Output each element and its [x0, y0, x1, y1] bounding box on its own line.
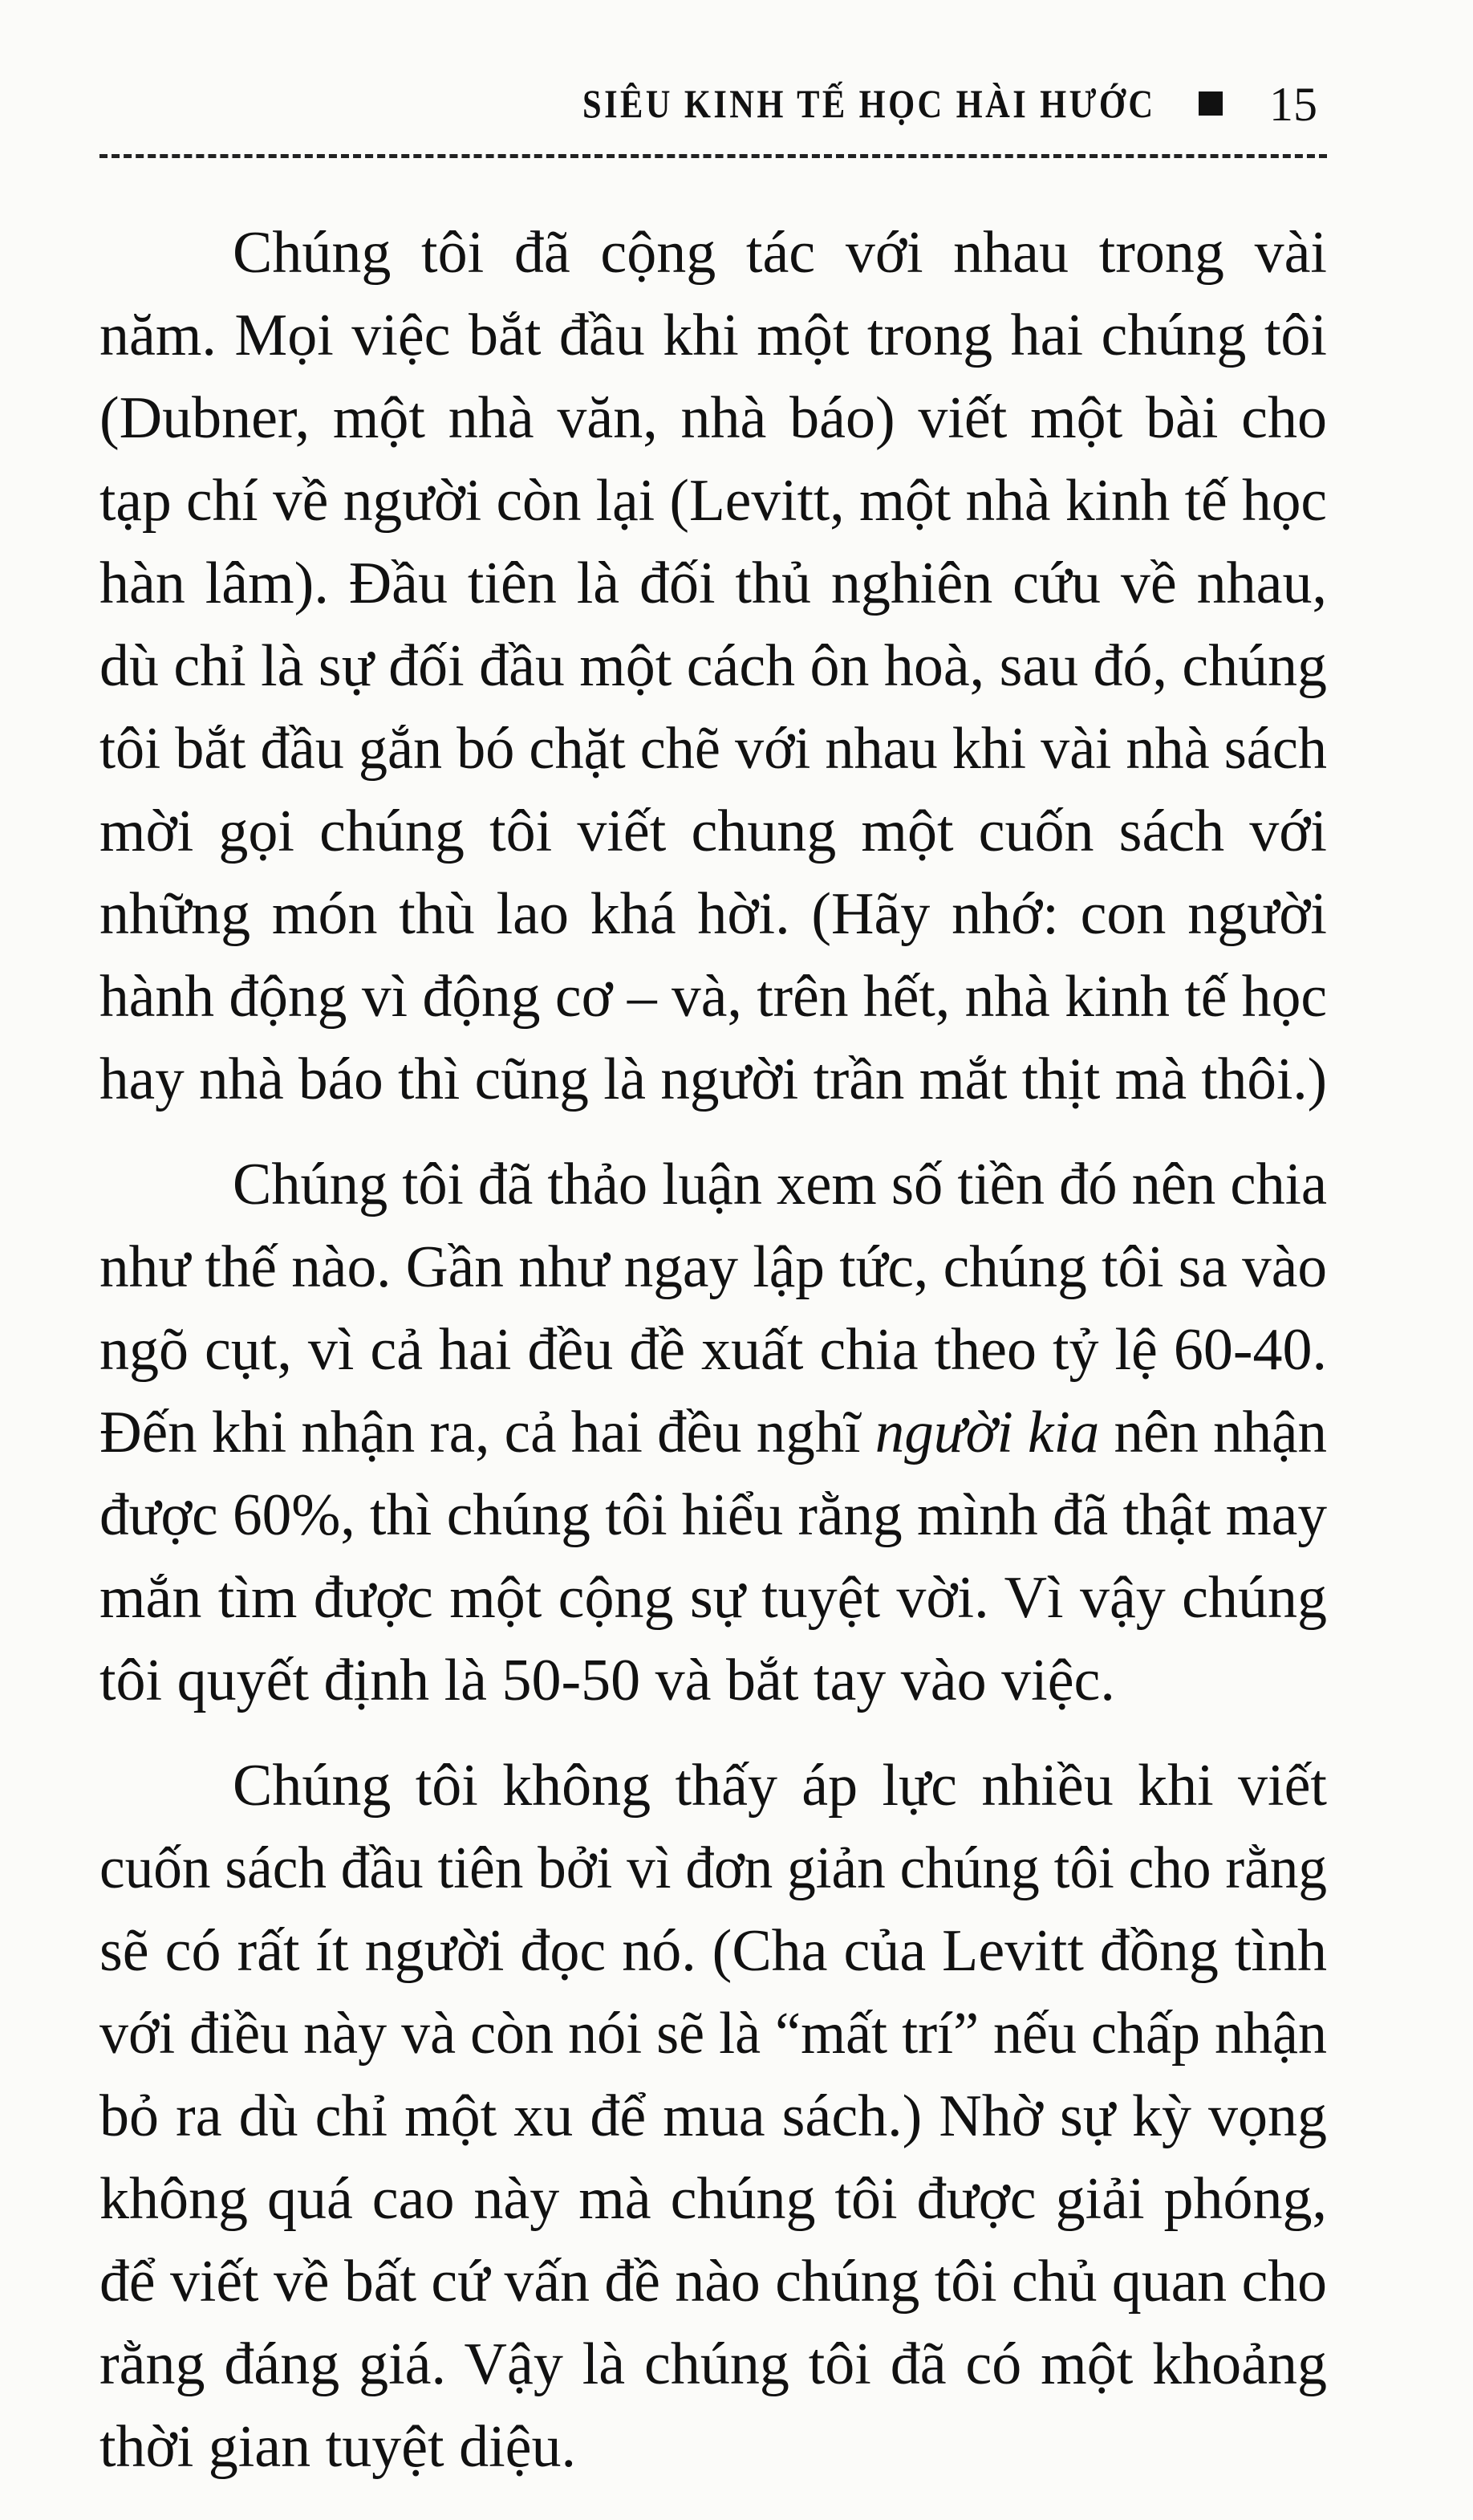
text-span: được 60%, thì chúng tôi hiểu rằng mình đã thật may [99, 1482, 1327, 1548]
text-line [99, 708, 1327, 791]
italic-text: người kia [874, 1400, 1100, 1465]
text-line [99, 1309, 1327, 1392]
text-line [99, 1640, 1327, 1722]
text-span: Chúng tôi đã thảo luận xem số tiền đó nên chia [233, 1152, 1327, 1217]
text-span: rằng đáng giá. Vậy là chúng tôi đã có một khoảng [99, 2331, 1327, 2397]
text-span: (Dubner, một nhà văn, nhà báo) viết một bài cho [99, 385, 1327, 451]
text-span: để viết về bất cứ vấn đề nào chúng tôi chủ quan cho [99, 2249, 1327, 2315]
text-span: cuốn sách đầu tiên bởi vì đơn giản chúng tôi cho rằng [99, 1835, 1327, 1901]
text-line [99, 2406, 1327, 2489]
text-span: tôi bắt đầu gắn bó chặt chẽ với nhau khi vài nhà sách [99, 716, 1327, 782]
text-line [99, 1993, 1327, 2075]
text-span: tôi quyết định là 50-50 và bắt tay vào việc. [99, 1648, 1115, 1713]
text-line [99, 1226, 1327, 1309]
text-span: thời gian tuyệt diệu. [99, 2414, 577, 2480]
text-span: bỏ ra dù chỉ một xu để mua sách.) Nhờ sự kỳ vọng [99, 2083, 1327, 2149]
text-line [233, 212, 1327, 295]
square-ornament-icon [1199, 91, 1223, 116]
text-span: ngõ cụt, vì cả hai đều đề xuất chia theo tỷ lệ 60-40. [99, 1317, 1327, 1383]
text-line [99, 1038, 1327, 1121]
text-line [99, 295, 1327, 377]
text-span: Chúng tôi đã cộng tác với nhau trong vài [233, 220, 1327, 286]
text-line [99, 543, 1327, 625]
text-span: hàn lâm). Đầu tiên là đối thủ nghiên cứu về nhau, [99, 551, 1327, 616]
text-line [99, 1474, 1327, 1557]
text-span: Đến khi nhận ra, cả hai đều nghĩ [99, 1400, 875, 1465]
dashed-divider [99, 154, 1327, 158]
text-line [99, 2241, 1327, 2323]
text-span: hành động vì động cơ – và, trên hết, nhà kinh tế học [99, 964, 1327, 1030]
text-span: năm. Mọi việc bắt đầu khi một trong hai chúng tôi [99, 303, 1327, 368]
text-span: nên nhận [1099, 1400, 1327, 1465]
text-line [99, 625, 1327, 708]
text-span: Chúng tôi không thấy áp lực nhiều khi viết [233, 1753, 1327, 1819]
text-line [99, 2075, 1327, 2158]
text-span: không quá cao này mà chúng tôi được giải phóng, [99, 2166, 1327, 2232]
text-span: với điều này và còn nói sẽ là “mất trí” nếu chấp nhận [99, 2001, 1327, 2067]
text-span: những món thù lao khá hời. (Hãy nhớ: con người [99, 881, 1327, 947]
text-span: tạp chí về người còn lại (Levitt, một nhà kinh tế học [99, 468, 1327, 534]
running-header [0, 74, 1332, 138]
text-line [99, 460, 1327, 543]
text-line [99, 956, 1327, 1038]
text-line [99, 873, 1327, 956]
text-span: dù chỉ là sự đối đầu một cách ôn hoà, sau đó, chúng [99, 633, 1327, 699]
page-number: 15 [1269, 78, 1317, 131]
text-line [99, 1910, 1327, 1993]
text-line [99, 2323, 1327, 2406]
text-line [99, 377, 1327, 460]
text-line [99, 2158, 1327, 2241]
text-line [233, 1144, 1327, 1226]
text-line [99, 1392, 1327, 1474]
running-title: SIÊU KINH TẾ HỌC HÀI HƯỚC [582, 81, 1155, 126]
text-span: mắn tìm được một cộng sự tuyệt vời. Vì vậy chúng [99, 1565, 1327, 1631]
text-span: hay nhà báo thì cũng là người trần mắt thịt mà thôi.) [99, 1047, 1327, 1112]
text-line [99, 791, 1327, 873]
text-span: sẽ có rất ít người đọc nó. (Cha của Levitt đồng tình [99, 1918, 1327, 1984]
text-span: mời gọi chúng tôi viết chung một cuốn sách với [99, 799, 1327, 864]
text-line [233, 1745, 1327, 1827]
text-line [99, 1827, 1327, 1910]
text-line [99, 1557, 1327, 1640]
text-span: như thế nào. Gần như ngay lập tức, chúng tôi sa vào [99, 1234, 1327, 1300]
